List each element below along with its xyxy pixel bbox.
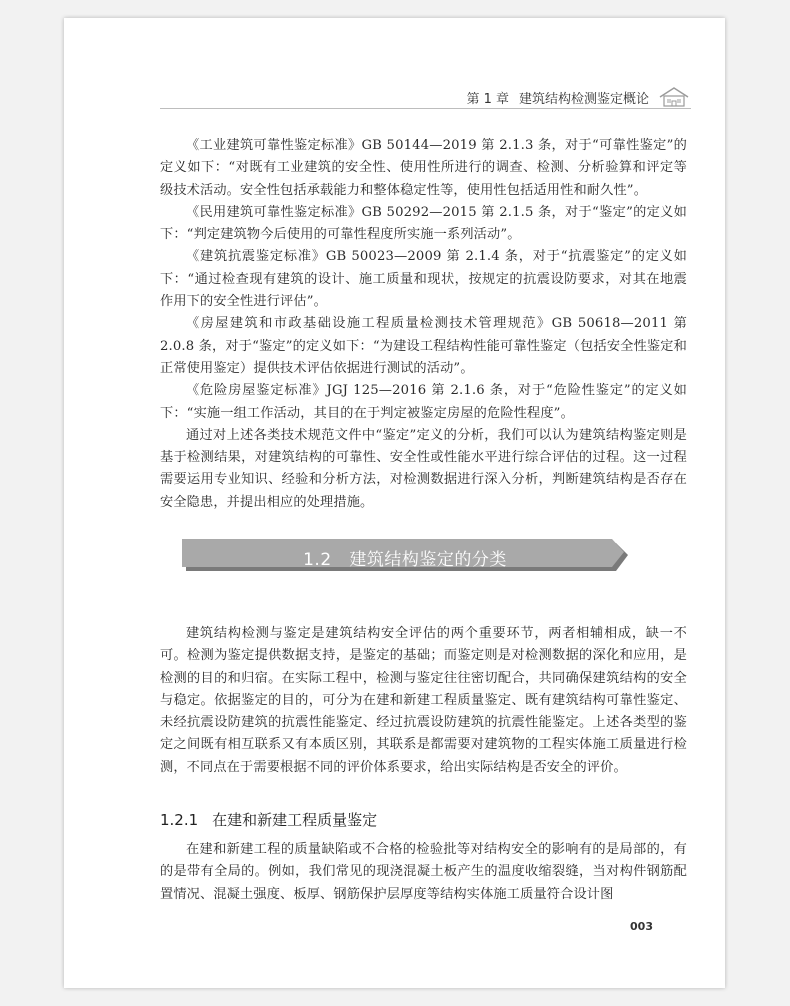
paragraph: 《危险房屋鉴定标准》JGJ 125—2016 第 2.1.6 条，对于“危险性鉴定”的定义如下：“实施一组工作活动，其目的在于判定被鉴定房屋的危险性程度”。 — [160, 383, 687, 421]
section-banner — [182, 537, 628, 575]
body-text-section — [160, 623, 687, 779]
paragraph: 《工业建筑可靠性鉴定标准》GB 50144—2019 第 2.1.3 条，对于“可靠性鉴定”的定义如下：“对既有工业建筑的安全性、使用性所进行的调查、检测、分析验算和评定等级技术活动。安全性包括承载能力和整体稳定性等，使用性包括适用性和耐久性”。 — [160, 138, 687, 198]
book-page — [64, 18, 725, 988]
paragraph: 《房屋建筑和市政基础设施工程质量检测技术管理规范》GB 50618—2011 第 2.0.8 条，对于“鉴定”的定义如下：“为建设工程结构性能可靠性鉴定（包括安全性鉴定和正常使用鉴定）提供技术评估依据进行测试的活动”。 — [160, 316, 687, 376]
section-heading — [182, 545, 628, 570]
section-title: 建筑结构鉴定的分类 — [349, 550, 507, 570]
paragraph: 通过对上述各类技术规范文件中“鉴定”定义的分析，我们可以认为建筑结构鉴定则是基于检测结果，对建筑结构的可靠性、安全性或性能水平进行综合评估的过程。这一过程需要运用专业知识、经验和分析方法，对检测数据进行深入分析，判断建筑结构是否存在安全隐患，并提出相应的处理措施。 — [160, 427, 687, 510]
paragraph: 《建筑抗震鉴定标准》GB 50023—2009 第 2.1.4 条，对于“抗震鉴定”的定义如下：“通过检查现有建筑的设计、施工质量和现状，按规定的抗震设防要求，对其在地震作用下的安全性进行评估”。 — [160, 249, 687, 310]
subsection-heading — [160, 809, 377, 830]
page-number: 003 — [630, 920, 653, 933]
chapter-number: 第 1 章 — [466, 91, 509, 107]
chapter-title: 建筑结构检测鉴定概论 — [518, 91, 649, 107]
body-text-top — [160, 135, 687, 514]
body-text-subsection — [160, 839, 687, 906]
subsection-number: 1.2.1 — [160, 811, 199, 829]
header-rule — [160, 108, 691, 109]
subsection-title: 在建和新建工程质量鉴定 — [212, 811, 378, 829]
paragraph: 在建和新建工程的质量缺陷或不合格的检验批等对结构安全的影响有的是局部的，有的是带有全局的。例如，我们常见的现浇混凝土板产生的温度收缩裂缝，当对构件钢筋配置情况、混凝土强度、板厚、钢筋保护层厚度等结构实体施工质量符合设计图 — [160, 842, 687, 902]
paragraph: 《民用建筑可靠性鉴定标准》GB 50292—2015 第 2.1.5 条，对于“鉴定”的定义如下：“判定建筑物今后使用的可靠性程度所实施一系列活动”。 — [160, 204, 687, 243]
paragraph: 建筑结构检测与鉴定是建筑结构安全评估的两个重要环节，两者相辅相成，缺一不可。检测为鉴定提供数据支持，是鉴定的基础；而鉴定则是对检测数据的深化和应用，是检测的目的和归宿。在实际工程中，检测与鉴定往往密切配合，共同确保建筑结构的安全与稳定。依据鉴定的目的，可分为在建和新建工程质量鉴定、既有建筑结构可靠性鉴定、未经抗震设防建筑的抗震性能鉴定、经过抗震设防建筑的抗震性能鉴定。上述各类型的鉴定之间既有相互联系又有本质区别，其联系是都需要对建筑物的工程实体施工质量进行检测，不同点在于需要根据不同的评价体系要求，给出实际结构是否安全的评价。 — [160, 626, 687, 775]
section-number: 1.2 — [303, 550, 332, 570]
house-icon — [657, 85, 691, 109]
running-header — [466, 85, 691, 109]
